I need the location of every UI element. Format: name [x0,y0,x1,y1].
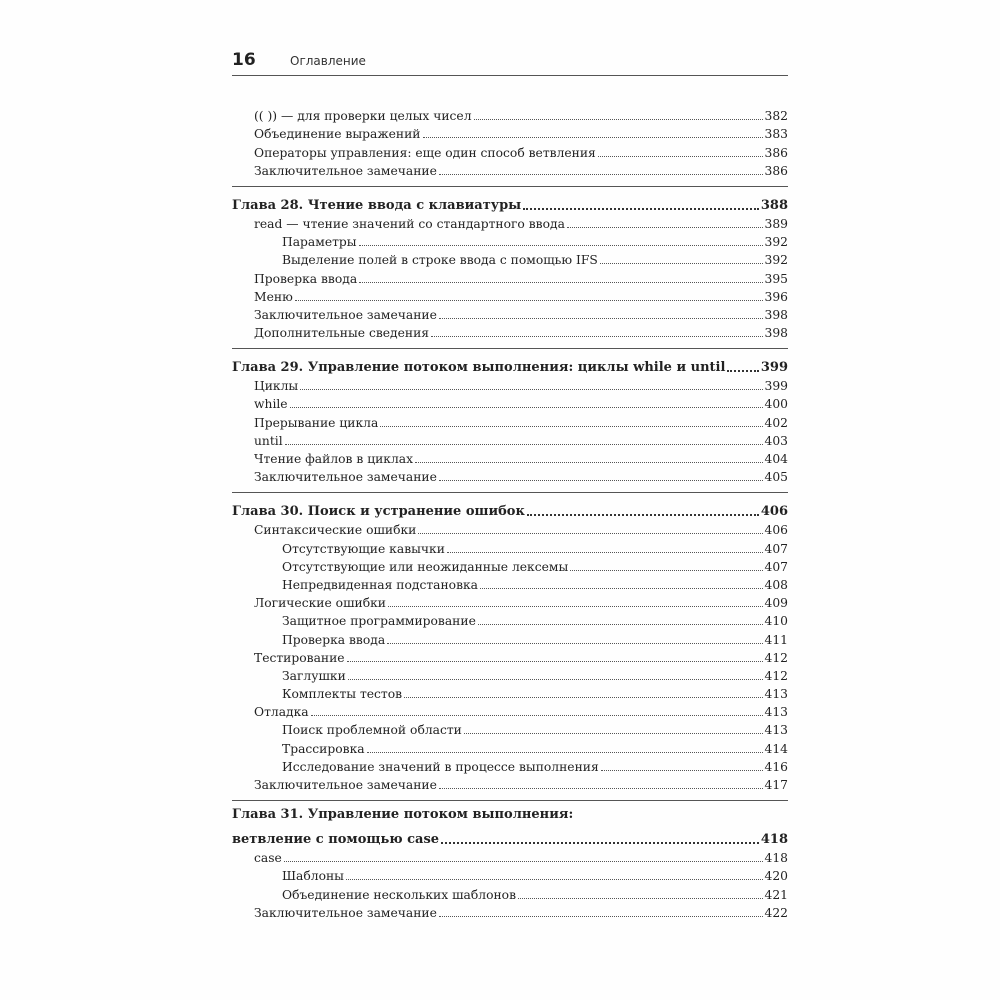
dot-leader [441,842,759,844]
dot-leader [478,624,763,625]
toc-entry[interactable] [232,701,788,719]
entry-title: Заключительное замечание [254,470,437,485]
entry-page-number: 383 [764,127,788,142]
entry-title: Исследование значений в процессе выполнения [282,759,599,774]
entry-title: Комплекты тестов [282,687,403,702]
entry-title: Синтаксические ошибки [254,523,417,538]
chapter-title: Глава 28. Чтение ввода с клавиатуры [232,197,522,213]
entry-page-number: 414 [764,741,788,756]
entry-title: Непредвиденная подстановка [282,577,479,592]
dot-leader [439,318,763,319]
toc-entry[interactable] [232,448,788,466]
toc-entry[interactable] [232,430,788,448]
entry-page-number: 403 [764,433,788,448]
toc-entry[interactable] [232,123,788,141]
entry-title: Заключительное замечание [254,778,437,792]
toc-entry[interactable] [232,304,788,322]
chapter-page-number: 406 [760,504,788,520]
entry-page-number: 412 [764,668,788,683]
table-of-contents [232,105,788,926]
chapter-page-number: 388 [760,197,788,213]
dot-leader [404,697,762,698]
dot-leader [285,444,763,445]
entry-title: Циклы [254,379,299,394]
toc-entry[interactable] [232,610,788,628]
entry-title: Трассировка [282,741,365,756]
entry-page-number: 396 [764,289,788,304]
entry-page-number: 405 [764,470,788,485]
section-gap [232,178,788,184]
entry-page-number: 416 [764,759,788,774]
chapter-page-number: 399 [760,360,788,376]
section-gap [232,920,788,926]
entry-title: Чтение файлов в циклах [254,452,414,466]
entry-title: Заглушки [282,668,346,683]
toc-entry[interactable] [232,902,788,920]
entry-page-number: 389 [764,216,788,231]
dot-leader [367,752,763,753]
entry-page-number: 420 [764,869,788,884]
toc-entry[interactable] [232,267,788,285]
toc-entry[interactable] [232,883,788,901]
dot-leader [464,733,763,734]
dot-leader [359,245,763,246]
entry-page-number: 392 [764,235,788,250]
entry-page-number: 386 [764,145,788,160]
entry-page-number: 413 [764,705,788,720]
entry-title: Прерывание цикла [254,415,379,430]
dot-leader [474,119,763,120]
toc-entry[interactable] [232,160,788,178]
entry-title: Проверка ввода [282,632,386,647]
toc-entry[interactable] [232,628,788,646]
toc-entry[interactable] [232,737,788,755]
entry-title: Заключительное замечание [254,163,437,178]
toc-entry[interactable] [232,213,788,231]
dot-leader [359,282,762,283]
toc-section [232,348,788,490]
entry-title: Меню [254,289,293,304]
toc-entry[interactable] [232,411,788,429]
dot-leader [601,770,763,771]
toc-entry[interactable] [232,665,788,683]
entry-title: until [254,433,283,448]
toc-section [232,186,788,346]
entry-page-number: 410 [764,614,788,629]
toc-entry[interactable] [232,592,788,610]
toc-entry[interactable] [232,286,788,304]
dot-leader [439,788,763,789]
toc-entry[interactable] [232,322,788,340]
dot-leader [439,174,763,175]
toc-entry[interactable] [232,756,788,774]
entry-page-number: 408 [764,577,788,592]
entry-title: Отладка [254,705,309,720]
toc-entry[interactable] [232,393,788,411]
entry-title: Объединение выражений [254,127,421,142]
toc-entry[interactable] [232,466,788,484]
dot-leader [415,462,762,463]
toc-section [232,800,788,926]
toc-entry[interactable] [232,847,788,865]
entry-page-number: 413 [764,723,788,738]
dot-leader [284,861,763,862]
entry-page-number: 398 [764,307,788,322]
dot-leader [311,715,763,716]
toc-section [232,492,788,798]
dot-leader [600,263,763,264]
toc-section [232,105,788,184]
section-gap [232,792,788,798]
dot-leader [447,552,763,553]
entry-page-number: 404 [764,452,788,466]
running-title: Оглавление [290,54,366,68]
entry-page-number: 407 [764,559,788,574]
toc-entry[interactable] [232,231,788,249]
entry-title: Тестирование [254,650,345,665]
entry-page-number: 400 [764,397,788,412]
chapter-entry[interactable] [232,497,788,519]
toc-entry[interactable] [232,249,788,267]
toc-entry[interactable] [232,719,788,737]
dot-leader [598,156,763,157]
entry-page-number: 421 [764,887,788,902]
chapter-title: ветвление с помощью case [232,832,440,847]
dot-leader [570,570,762,571]
entry-title: Дополнительные сведения [254,326,430,341]
toc-entry[interactable] [232,683,788,701]
entry-page-number: 417 [764,778,788,792]
dot-leader [727,370,758,372]
entry-page-number: 386 [764,163,788,178]
entry-title: Операторы управления: еще один способ ветвления [254,145,596,160]
dot-leader [567,227,763,228]
chapter-page-number: 418 [760,832,788,847]
entry-page-number: 382 [764,109,788,124]
toc-entry[interactable] [232,556,788,574]
dot-leader [439,480,763,481]
header-rule [232,75,788,76]
toc-entry[interactable] [232,519,788,537]
entry-page-number: 392 [764,253,788,268]
entry-page-number: 406 [764,523,788,538]
entry-title: (( )) — для проверки целых чисел [254,109,472,124]
entry-title: read — чтение значений со стандартного ввода [254,216,565,231]
chapter-heading [232,348,788,375]
chapter-entry[interactable] [232,825,788,847]
entry-title: Выделение полей в строке ввода с помощью IFS [282,253,598,268]
chapter-entry[interactable] [232,191,788,213]
dot-leader [387,643,762,644]
chapter-heading [232,492,788,519]
entry-title: Проверка ввода [254,271,358,286]
entry-page-number: 395 [764,271,788,286]
page-number: 16 [232,50,256,70]
dot-leader [348,679,763,680]
toc-entry[interactable] [232,141,788,159]
dot-leader [523,208,759,210]
entry-page-number: 409 [764,596,788,611]
dot-leader [380,426,762,427]
chapter-title: Глава 29. Управление потоком выполнения: циклы while и until [232,360,726,376]
entry-page-number: 422 [764,905,788,920]
chapter-title-line1: Глава 31. Управление потоком выполнения: [232,807,574,822]
toc-entry[interactable] [232,105,788,123]
entry-title: Отсутствующие или неожиданные лексемы [282,559,569,574]
entry-page-number: 411 [764,632,788,647]
dot-leader [346,879,763,880]
entry-title: Защитное программирование [282,614,476,629]
dot-leader [290,407,763,408]
chapter-heading [232,800,788,847]
toc-entry[interactable] [232,574,788,592]
entry-title: Поиск проблемной области [282,723,462,738]
entry-title: Шаблоны [282,869,344,884]
entry-title: Заключительное замечание [254,307,437,322]
entry-title: Объединение нескольких шаблонов [282,887,516,902]
dot-leader [423,137,763,138]
entry-page-number: 412 [764,650,788,665]
chapter-heading [232,186,788,213]
dot-leader [431,336,762,337]
section-gap [232,484,788,490]
toc-entry[interactable] [232,647,788,665]
chapter-entry[interactable] [232,353,788,375]
dot-leader [347,661,763,662]
entry-title: while [254,397,288,412]
dot-leader [518,898,763,899]
chapter-title: Глава 30. Поиск и устранение ошибок [232,504,525,520]
section-gap [232,340,788,346]
dot-leader [527,514,759,516]
entry-page-number: 418 [764,851,788,866]
entry-title: Логические ошибки [254,596,386,611]
entry-page-number: 398 [764,326,788,341]
toc-entry[interactable] [232,865,788,883]
entry-title: Заключительное замечание [254,905,437,920]
entry-title: case [254,851,282,866]
entry-page-number: 399 [764,379,788,394]
toc-entry[interactable] [232,375,788,393]
entry-page-number: 413 [764,687,788,702]
entry-page-number: 402 [764,415,788,430]
toc-entry[interactable] [232,774,788,792]
dot-leader [300,389,762,390]
entry-title: Параметры [282,235,357,250]
entry-title: Отсутствующие кавычки [282,541,445,556]
entry-page-number: 407 [764,541,788,556]
dot-leader [295,300,763,301]
dot-leader [418,533,762,534]
page-header [232,50,788,74]
dot-leader [388,606,763,607]
dot-leader [480,588,763,589]
dot-leader [439,916,763,917]
toc-entry[interactable] [232,537,788,555]
